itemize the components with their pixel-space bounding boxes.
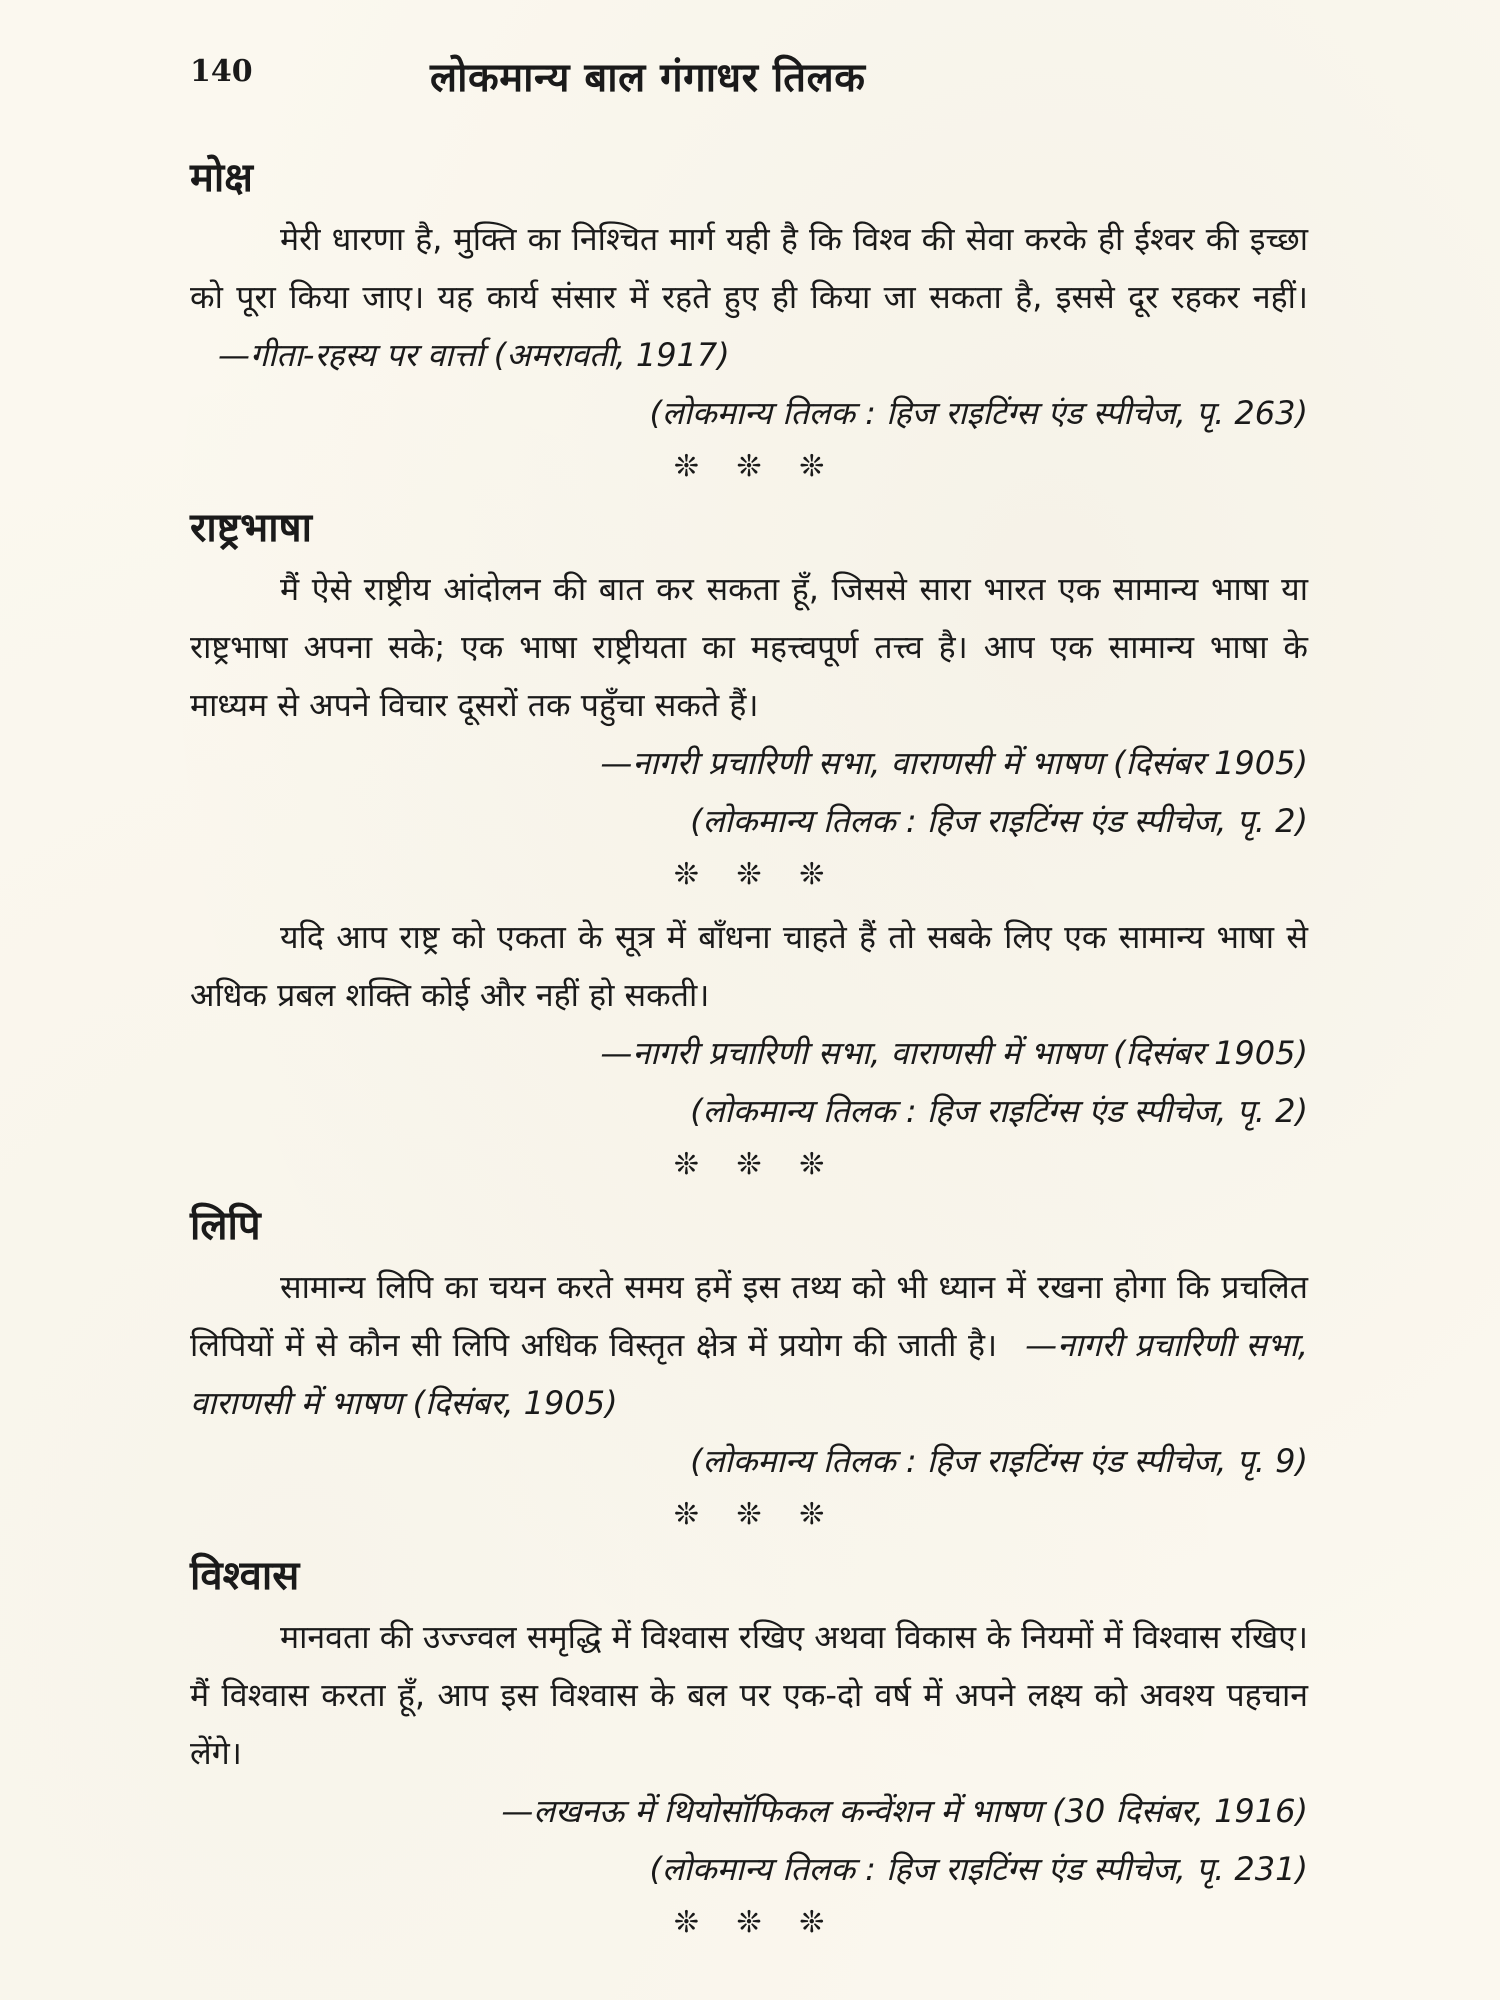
section-heading: विश्वास	[190, 1553, 300, 1599]
quote-source: —गीता-रहस्य पर वार्त्ता (अमरावती, 1917)	[218, 336, 730, 374]
quote-reference: (लोकमान्य तिलक : हिज राइटिंग्स एंड स्पीचेज, पृ. 2)	[690, 1092, 1308, 1130]
quote-text: सामान्य लिपि का चयन करते समय हमें इस तथ्य को भी ध्यान में रखना होगा कि प्रचलित लिपियों में से कौन सी लिपि अधिक विस्तृत क्षेत्र में प्रयोग की जाती है।	[190, 1268, 1308, 1364]
section-moksha	[190, 150, 1308, 492]
entry-separator: ❊ ❊ ❊	[673, 857, 839, 892]
page-number: 140	[190, 54, 253, 89]
quote-paragraph: मानवता की उज्ज्वल समृद्धि में विश्वास रखिए अथवा विकास के नियमों में विश्वास रखिए। मैं विश्वास करता हूँ, आप इस विश्वास के बल पर एक-दो वर्ष में अपने लक्ष्य को अवश्य पहचान लेंगे।	[190, 1618, 1308, 1772]
quote-source: —लखनऊ में थियोसॉफिकल कन्वेंशन में भाषण (30 दिसंबर, 1916)	[501, 1792, 1308, 1830]
page-content	[190, 150, 1308, 1956]
quote-paragraph	[190, 1258, 1308, 1432]
section-vishwas	[190, 1548, 1308, 1948]
section-heading: मोक्ष	[190, 155, 253, 201]
section-heading: राष्ट्रभाषा	[190, 505, 313, 551]
quote-paragraph: मैं ऐसे राष्ट्रीय आंदोलन की बात कर सकता हूँ, जिससे सारा भारत एक सामान्य भाषा या राष्ट्रभाषा अपना सके; एक भाषा राष्ट्रीयता का महत्त्वपूर्ण तत्त्व है। आप एक सामान्य भाषा के माध्यम से अपने विचार दूसरों तक पहुँचा सकते हैं।	[190, 570, 1308, 724]
section-lipi	[190, 1198, 1308, 1540]
section-separator: ❊ ❊ ❊	[673, 1497, 839, 1532]
section-separator: ❊ ❊ ❊	[673, 1147, 839, 1182]
quote-source: —नागरी प्रचारिणी सभा, वाराणसी में भाषण (दिसंबर 1905)	[600, 1034, 1308, 1072]
section-rashtrabhasha	[190, 500, 1308, 1190]
section-heading: लिपि	[190, 1203, 261, 1249]
quote-reference: (लोकमान्य तिलक : हिज राइटिंग्स एंड स्पीचेज, पृ. 231)	[649, 1850, 1308, 1888]
quote-paragraph: यदि आप राष्ट्र को एकता के सूत्र में बाँधना चाहते हैं तो सबके लिए एक सामान्य भाषा से अधिक प्रबल शक्ति कोई और नहीं हो सकती।	[190, 918, 1308, 1014]
quote-source: —नागरी प्रचारिणी सभा, वाराणसी में भाषण (दिसंबर, 1905)	[190, 1326, 1308, 1422]
running-title: लोकमान्य बाल गंगाधर तिलक	[430, 55, 866, 101]
quote-text: मेरी धारणा है, मुक्ति का निश्चित मार्ग यही है कि विश्व की सेवा करके ही ईश्वर की इच्छा को पूरा किया जाए। यह कार्य संसार में रहते हुए ही किया जा सकता है, इससे दूर रहकर नहीं।	[190, 220, 1308, 316]
quote-source: —नागरी प्रचारिणी सभा, वाराणसी में भाषण (दिसंबर 1905)	[600, 744, 1308, 782]
section-separator: ❊ ❊ ❊	[673, 1905, 839, 1940]
quote-reference: (लोकमान्य तिलक : हिज राइटिंग्स एंड स्पीचेज, पृ. 9)	[690, 1442, 1308, 1480]
quote-reference: (लोकमान्य तिलक : हिज राइटिंग्स एंड स्पीचेज, पृ. 2)	[690, 802, 1308, 840]
quote-paragraph	[190, 210, 1308, 384]
quote-reference: (लोकमान्य तिलक : हिज राइटिंग्स एंड स्पीचेज, पृ. 263)	[649, 394, 1308, 432]
page-header	[190, 48, 1310, 108]
section-separator: ❊ ❊ ❊	[673, 449, 839, 484]
